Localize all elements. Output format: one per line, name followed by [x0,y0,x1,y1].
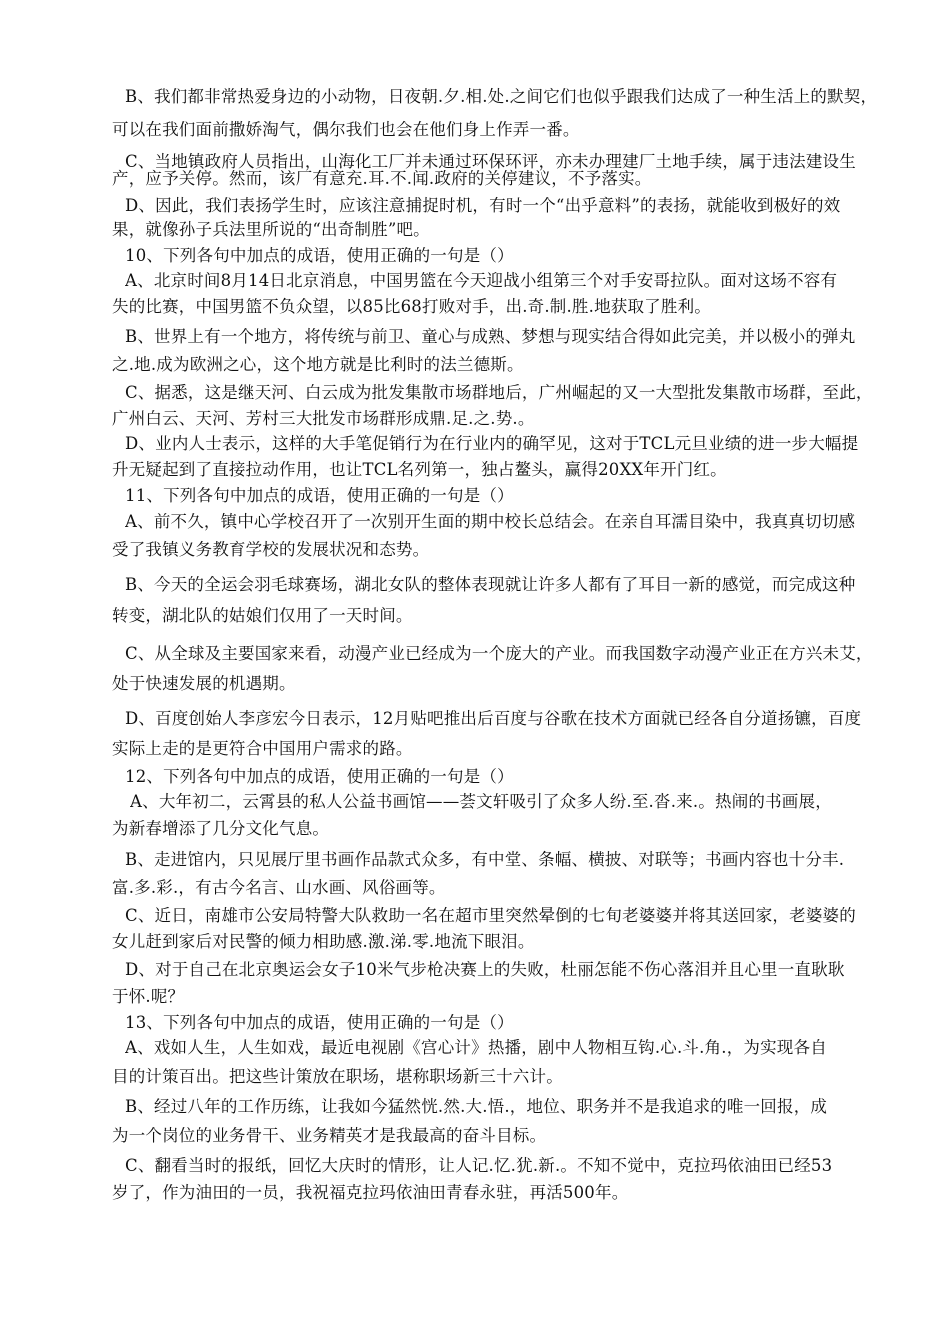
question-heading: 12、下列各句中加点的成语，使用正确的一句是（） [125,767,514,786]
text-line: C、从全球及主要国家来看，动漫产业已经成为一个庞大的产业。而我国数字动漫产业正在方兴未艾， [125,644,873,663]
text-line: A、北京时间8月14日北京消息，中国男篮在今天迎战小组第三个对手安哥拉队。面对这场不容有 [125,271,838,290]
text-line: A、大年初二，云霄县的私人公益书画馆——荟文轩吸引了众多人纷.至.沓.来.。热闹的书画展， [130,792,832,811]
text-line: 于怀.呢？ [112,987,185,1006]
text-line: C、据悉，这是继天河、白云成为批发集散市场群地后，广州崛起的又一大型批发集散市场群，至此， [125,383,873,402]
text-line: 失的比赛，中国男篮不负众望，以85比68打败对手，出.奇.制.胜.地获取了胜利。 [112,297,711,316]
text-line: B、今天的全运会羽毛球赛场，湖北女队的整体表现就让许多人都有了耳目一新的感觉，而完成这种 [125,575,856,594]
text-line: D、百度创始人李彦宏今日表示，12月贴吧推出后百度与谷歌在技术方面就已经各自分道扬镳，百度 [125,709,862,728]
text-line: B、世界上有一个地方，将传统与前卫、童心与成熟、梦想与现实结合得如此完美，并以极小的弹丸 [125,327,856,346]
text-line: A、前不久，镇中心学校召开了一次别开生面的期中校长总结会。在亲自耳濡目染中，我真真切切感 [125,512,856,531]
text-line: B、经过八年的工作历练，让我如今猛然恍.然.大.悟.，地位、职务并不是我追求的唯一回报，成 [125,1097,828,1116]
text-line: 岁了，作为油田的一员，我祝福克拉玛依油田青春永驻，再活500年。 [112,1183,629,1202]
text-line: A、戏如人生，人生如戏，最近电视剧《宫心计》热播，剧中人物相互钩.心.斗.角.，为实现各自 [125,1038,827,1057]
text-line: 受了我镇义务教育学校的发展状况和态势。 [112,540,430,559]
text-line: B、我们都非常热爱身边的小动物，日夜朝.夕.相.处.之间它们也似乎跟我们达成了一种生活上的默契， [125,87,878,106]
text-line: C、翻看当时的报纸，回忆大庆时的情形，让人记.忆.犹.新.。不知不觉中，克拉玛依油田已经53 [125,1156,833,1175]
text-line: D、业内人士表示，这样的大手笔促销行为在行业内的确罕见，这对于TCL元旦业绩的进一步大幅提 [125,434,859,453]
text-line: 目的计策百出。把这些计策放在职场，堪称职场新三十六计。 [112,1067,563,1086]
text-line: D、因此，我们表扬学生时，应该注意捕捉时机，有时一个“出乎意料”的表扬，就能收到极好的效 [125,196,841,215]
question-heading: 11、下列各句中加点的成语，使用正确的一句是（） [125,486,514,505]
text-line: 女儿赶到家后对民警的倾力相助感.激.涕.零.地流下眼泪。 [112,932,535,951]
question-heading: 13、下列各句中加点的成语，使用正确的一句是（） [125,1013,514,1032]
text-line: 为一个岗位的业务骨干、业务精英才是我最高的奋斗目标。 [112,1126,547,1145]
question-heading: 10、下列各句中加点的成语，使用正确的一句是（） [125,246,514,265]
text-line: 转变，湖北队的姑娘们仅用了一天时间。 [112,606,413,625]
text-line: 产，应予关停。然而，该厂有意充.耳.不.闻.政府的关停建议，不予落实。 [112,169,652,188]
text-line: B、走进馆内，只见展厅里书画作品款式众多，有中堂、条幅、横披、对联等；书画内容也十分丰. [125,850,845,869]
text-line: 为新春增添了几分文化气息。 [112,819,330,838]
text-line: 广州白云、天河、芳村三大批发市场群形成鼎.足.之.势.。 [112,409,535,428]
text-line: C、当地镇政府人员指出，山海化工厂并未通过环保环评，亦未办理建厂土地手续，属于违法建设生 [125,152,856,171]
text-line: 之.地.成为欧洲之心，这个地方就是比利时的法兰德斯。 [112,355,524,374]
text-line: D、对于自己在北京奥运会女子10米气步枪决赛上的失败，杜丽怎能不伤心落泪并且心里一直耿耿 [125,960,845,979]
text-line: C、近日，南雄市公安局特警大队救助一名在超市里突然晕倒的七旬老婆婆并将其送回家，老婆婆的 [125,906,856,925]
text-line: 果，就像孙子兵法里所说的“出奇制胜”吧。 [112,220,430,239]
text-line: 富.多.彩.，有古今名言、山水画、风俗画等。 [112,878,446,897]
text-line: 实际上走的是更符合中国用户需求的路。 [112,739,413,758]
text-line: 处于快速发展的机遇期。 [112,674,296,693]
text-line: 可以在我们面前撒娇淘气，偶尔我们也会在他们身上作弄一番。 [112,120,580,139]
text-line: 升无疑起到了直接拉动作用，也让TCL名列第一，独占鳌头，赢得20XX年开门红。 [112,460,727,479]
